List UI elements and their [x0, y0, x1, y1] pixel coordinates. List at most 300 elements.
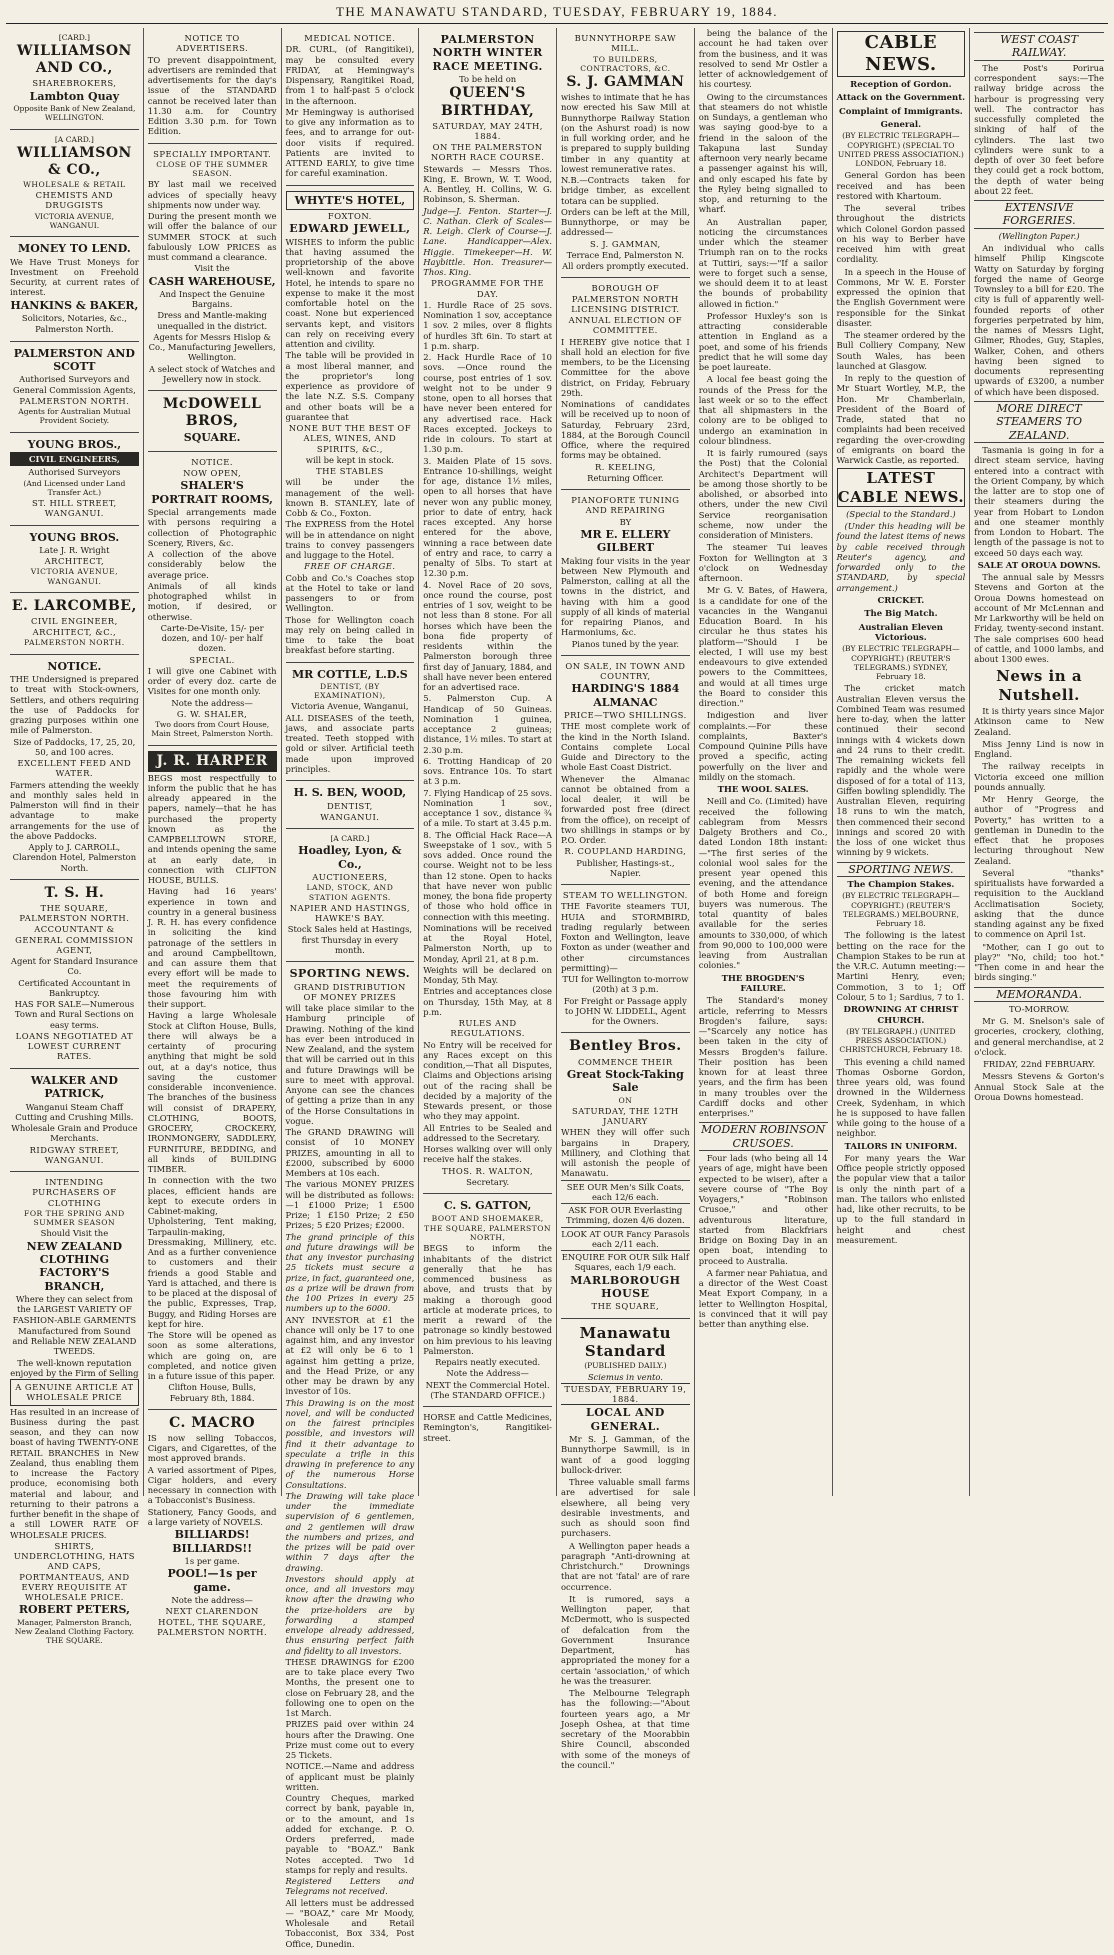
ad-sub: COMMENCE THEIR — [578, 1056, 673, 1067]
ad-body: DR. CURL, (of Rangitikei), may be consulted every FRIDAY, at Hemingway's Dispensary, Rangitikei Road, from 1 to half-past 5 o'clock in the afternoon. — [285, 44, 415, 106]
cable-sub-4: General. — [880, 119, 922, 130]
news-para-4: Professor Huxley's son is attracting considerable attention in England as a poet, and some of his friends predict that he will some day be poet laureate. — [698, 310, 828, 372]
ad-body-2: Mr Hemingway is authorised to give any information as to fees, and to arrange for out-door visits if required. Patients are invited to ATTEND EARLY, to give time for careful examination. — [285, 106, 415, 179]
firm-role: CIVIL ENGINEER, — [30, 615, 118, 626]
local-para-2: Three valuable small farms are advertised for sale elsewhere, all being very desirable investments, and such as should soon find purchasers. — [561, 1477, 690, 1539]
visit-line: Visit the — [194, 263, 230, 274]
special-line: (Special to the Standard.) — [846, 508, 956, 519]
cable-para-2: The several tribes throughout the districts which Colonel Gordon passed on his way to Berber have received him with great cordiality. — [836, 203, 966, 265]
farmer-para: A farmer near Pahiatua, and a director of the West Coast Meat Export Company, in a letter to Wellington Hospital, is convinced that it will pay better than anything else. — [698, 1267, 828, 1330]
licensing-notice — [561, 278, 690, 490]
paddocks-notice — [10, 655, 139, 880]
ad-body-13: Registered Letters and Telegrams not received. — [285, 1876, 415, 1897]
rules-heading: RULES AND REGULATIONS. — [450, 1018, 525, 1039]
money-to-lend-ad — [10, 237, 139, 341]
town: FOXTON. — [327, 210, 372, 221]
address: RIDGWAY STREET, WANGANUI. — [29, 1144, 120, 1165]
ad-body-4: In connection with the two places, efficient hands are kept to execute orders in Cabinet-making, Upholstering, Tent making, Tarpaulin-making, Dressmaking, Millinery, etc. And as a further convenience to customers and their friends a good Stable and Yard is attached, and there is to be placed at the disposal of the public, Expresses, Trap, Buggy, and Riding Horses are kept for hire. — [147, 1175, 277, 1329]
address: Opposite Bank of New Zealand, WELLINGTON. — [13, 104, 136, 123]
firm-name: YOUNG BROS., — [27, 437, 122, 451]
telegraph-line: (BY ELECTRIC TELEGRAPH—COPYRIGHT.) (SPECIAL TO UNITED PRESS ASSOCIATION.) LONDON, February 18. — [837, 131, 964, 169]
address-2: NEXT the Commercial Hotel. (The STANDARD OFFICE.) — [425, 1379, 550, 1400]
firm-role: ACCOUNTANT & GENERAL COMMISSION AGENT, — [15, 924, 134, 955]
oroua-heading: SALE AT OROUA DOWNS. — [977, 560, 1101, 571]
paper-daily: (PUBLISHED DAILY.) — [584, 1361, 667, 1371]
nutshell-para-4: Mr Henry George, the author of "Progress and Poverty," has written to a gentleman in Dunedin to the effect that he proposes lecturing throughout New Zealand. — [974, 794, 1104, 866]
firm-name: Hoadley, Lyon, & Co., — [298, 844, 402, 871]
nutshell-para-6: "Mother, can I go out to play?" "No, child; too hot." "Then come in and hear the birds singing." — [974, 941, 1104, 983]
sale-line: HAS FOR SALE—Numerous Town and Rural Sections on easy terms. — [14, 999, 135, 1030]
race-4: 4. Novel Race of 20 sovs, once round the course, post entries of 1 sov, weight to be not less than 8 stone. For all horses which have been the bona fide property of residents within the Palmerston borough three first day of January, 1884, and shall have never been entered for an advertised race. — [423, 579, 552, 693]
late-name: Late J. R. Wright — [39, 544, 110, 555]
ad-sub: FOR THE SPRING AND SUMMER SEASON — [24, 1208, 125, 1228]
ad-title: STEAM TO WELLINGTON. — [562, 890, 688, 901]
column-5 — [557, 28, 695, 1770]
nominations: Nominations will be received at the Royal Hotel, Palmerston North, up to Monday, April 21, at 8 p.m. — [423, 922, 552, 964]
local-para-5: The Melbourne Telegraph has the following:—"About fourteen years ago, a Mr Joseph Oshea, at that time secretary of the Moorabbin Shire Council, absconded with some of the moneys of the council." — [561, 1688, 690, 1770]
signature: G. W. SHALER, — [176, 708, 248, 719]
signature: R. KEELING, — [594, 461, 656, 472]
news-para-3: An Australian paper, noticing the circumstances under which the steamer Triumph ran on to the rocks at Tuttiri, says:—"If a sailor were to forget such a sense, we should deem it to at least the bounds of probability allowed in fiction." — [698, 216, 828, 309]
cable-sub-1: Reception of Gordon. — [850, 79, 952, 90]
firm-name: Bentley Bros. — [569, 1038, 682, 1055]
card-tag: [CARD.] — [58, 33, 90, 42]
column-4 — [419, 28, 557, 1496]
ad-body-2: Having had 16 years' experience in town and country in a general business J. R. H. has every confidence in soliciting the kind patronage of the settlers in and around Campbelltown, and can assure them that every effort will be made to meet the requirements of those favouring him with their support. — [147, 886, 277, 1010]
race-3: 3. Maiden Plate of 15 sovs. Entrance 10-shillings, weight for age, distance 1½ miles, open to all horses that have never won any public money, prior to date of entry, hack races excepted. Any horse entered for the above, winning a race between date of entry and race, to carry a penalty of 5lbs. To start at 12.30 p.m. — [423, 455, 552, 579]
card-tag: [A CARD.] — [54, 134, 94, 144]
whytes-hotel-ad — [286, 186, 415, 663]
entries: Entries and acceptances close on Thursday, 15th May, at 8 p.m. — [423, 986, 552, 1017]
tailors-heading: TAILORS IN UNIFORM. — [844, 1141, 958, 1152]
ad-body-2: Nominations of candidates will be received up to noon of Saturday, February 23rd, 1884, at the Borough Council Office, where the required forms may be obtained. — [561, 399, 690, 461]
ad-body-10: PRIZES paid over within 24 hours after the Drawing. One Prize must come out to every 25 Tickets. — [285, 1719, 415, 1761]
hoadley-lyon-ad — [286, 829, 415, 962]
address: Two doors from Court House, Main Street, Palmerston North. — [151, 720, 274, 739]
cable-sub-3: Complaint of Immigrants. — [839, 106, 963, 117]
ad-body-14: All letters must be addressed— "BOAZ," care Mr Moody, Wholesale and Retail Tobacconist, Box 334, Post Office, Dunedin. — [285, 1897, 415, 1949]
drowning-para: This evening a child named Thomas Osborne Gordon, three years old, was found drowned in the Wilderness Creek, Sydenham, in which he is supposed to have fallen while going to the house of a neighbor. — [836, 1056, 966, 1139]
railway-para: The Post's Porirua correspondent says:—The railway bridge across the harbour is progressing very well. The contractor has successfully completed the sinking of half of the cylinders. The last two cylinders were sunk to a depth of over 30 feet before they could get a rock bottom, the depth of water being about 22 feet. — [974, 62, 1104, 196]
clothing-factory-ad — [10, 1172, 139, 1652]
note-line: Note the Address— — [446, 1368, 529, 1379]
tsh-accountant-ad — [10, 880, 139, 1069]
firm-role: WHOLESALE & RETAIL — [23, 179, 126, 189]
held-line: To be held on — [459, 74, 517, 85]
address: SQUARE. — [183, 431, 241, 445]
ad-body-7: The Drawing will take place under the immediate supervision of 6 gentlemen, and 2 gentlemen will draw the numbers and prizes, and the prizes will be paid over within 7 days after the drawing. — [285, 1490, 415, 1573]
column-7 — [833, 28, 971, 1496]
ad-body: THE Favorite steamers TUI, HUIA and STORMBIRD, trading regularly between Foxton and Wellington, leave Foxton as under (weather and other circumstances permitting)— — [561, 901, 690, 973]
ad-body: WISHES to inform the public that having assumed the proprietorship of the above well-known and favorite Hotel, he intends to spare no expense to make it the most comfortable hotel on the coast. None but experienced servants kept, and visitors can rely on receiving every attention and civility. — [285, 236, 415, 350]
race-8: 8. The Official Hack Race—A Sweepstake of 1 sov., with 5 sovs added. Once round the course. Weight not to be less than 12 stone. Open to hacks that have never won public money, the bona fide property of those who hold office in connection with this meeting. — [423, 829, 552, 922]
firm-name: T. S. H. — [44, 884, 105, 901]
address: NAPIER AND HASTINGS, HAWKE'S BAY. — [289, 902, 410, 924]
ad-body: WHEN they will offer such bargains in Drapery, Millinery, and Clothing that will astonish the people of Manawatu. — [561, 1127, 690, 1179]
walker-patrick-ad — [10, 1069, 139, 1172]
ad-body-5: The Store will be opened as soon as some alterations, which are going on, are completed, and notice given in a future issue of this paper. — [147, 1330, 277, 1382]
local-para-4: It is rumored, says a Wellington paper, that McDermott, who is suspected of defalcation from the Government Insurance Department, has appropriated the money for a certain 'association,' of which he was the treasurer. — [561, 1593, 690, 1686]
ad-sub: CLOSE OF THE SUMMER SEASON. — [156, 159, 268, 178]
ad-body: BEGS to inform the inhabitants of the district generally that he has commenced business as above, and trusts that by making a thorough good article at moderate prices, to merit a reward of the patronage so kindly bestowed on him previous to his leaving Palmerston. — [423, 1243, 552, 1356]
cash-warehouse-ad — [148, 144, 277, 392]
sale-name: Great Stock-Taking Sale — [566, 1067, 684, 1095]
stables-body: will be under the management of the well-known B. STANLEY, late of Cobb & Co., Foxton. — [285, 477, 415, 519]
note-line: Note the address— — [171, 697, 253, 708]
game-price: 1s per game. — [184, 1556, 240, 1566]
wool-para: Neill and Co. (Limited) have received the following cablegram from Messrs Dalgety Brothers and Co., dated London 18th instant:—"The first series of the colonial wool sales for the present year opened this evening, and the attendance of both Home and foreign buyers was numerous. The total quantity of bales available for the series amounts to 330,000, of which from 90,000 to 100,000 were leaving from Australian colonies." — [698, 796, 828, 971]
ad-body-2: A varied assortment of Pipes, Cigar holders, and every necessary in connection with a Tobacconist's Business. — [147, 1464, 277, 1506]
signature-role: Secretary. — [466, 1176, 510, 1187]
ad-title: ON SALE, IN TOWN AND COUNTRY, — [565, 660, 686, 682]
news-para-2: Owing to the circumstances that steamers do not whistle on Sundays, a gentleman who was saying good-bye to a friend in the saloon of the Takapuna last Sunday afternoon very nearly became a passenger against his will, and only escaped his fate by the Ryley being signalled to stop, and returning to the wharf. — [698, 91, 828, 215]
stables-title: THE STABLES — [316, 466, 384, 477]
tailors-para: For many years the War Office people strictly opposed the popular view that a tailor is only the ninth part of a man. The tailors who enlisted had, like other recruits, to be up to the full standard in height and chest measurement. — [836, 1152, 966, 1245]
race-5: 5. Palmerston Cup. A Handicap of 50 Guineas. Nomination 1 guinea, acceptance 2 guineas; distance, 1½ miles. To start at 2.30 p.m. — [423, 693, 552, 755]
medical-notice — [286, 28, 415, 186]
agent-line: Agent for Standard Insurance Co. — [10, 956, 138, 977]
ad-title: NOTICE. — [47, 659, 102, 673]
agents-line: Agents for Messrs Hislop & Co., Manufacturing Jewellers, Wellington. — [148, 331, 276, 363]
bentley-bros-ad — [561, 1033, 690, 1318]
ad-body: Stock Sales held at Hastings, first Thursday in every month. — [287, 924, 413, 955]
race-2: 2. Hack Hurdle Race of 10 sovs. —Once round the course, post entries of 1 sov. weight not to be under 9 stone, open to all horses that have never been entered for any advertised race. Hack Races excepted. Jockeys to ride in colours. To start at 1.30 p.m. — [423, 352, 552, 455]
manager-name: ROBERT PETERS, — [18, 1603, 130, 1617]
williamson-card — [10, 28, 139, 130]
telegraph-line-3: (BY ELECTRIC TELEGRAPH—COPYRIGHT.) (REUTER'S TELEGRAMS.) MELBOURNE, February 18. — [842, 891, 960, 929]
ad-body-3: Animals of all kinds photographed whilst in motion, if desired, or otherwise. — [147, 580, 277, 622]
house-name: MARLBOROUGH HOUSE — [570, 1273, 681, 1300]
race-1: 1. Hurdle Race of 25 sovs. Nomination 1 sov, acceptance 1 sov. 2 miles, over 8 flights of hurdles 3ft 6in. To start at 1 p.m. sharp. — [423, 299, 552, 351]
firm-name: MR E. ELLERY GILBERT — [580, 527, 671, 555]
ad-body-2: Farmers attending the weekly and monthly sales held in Palmerston will find in their advantage to make arrangements for the use of the above Paddocks. — [10, 779, 139, 841]
masthead: THE MANAWATU STANDARD, TUESDAY, FEBRUARY 19, 1884. — [6, 4, 1108, 24]
macro-ad — [148, 1410, 277, 1643]
price: PRICE—TWO SHILLINGS. — [563, 710, 687, 721]
firm-name: C. MACRO — [169, 1414, 256, 1431]
signature-role: Returning Officer. — [587, 472, 664, 483]
firm-name: C. S. GATTON, — [443, 1199, 532, 1213]
ad-body-2: During the present month we will offer the balance of our SUMMER STOCK at such fabulously LOW PRICES as must command a clearance. — [147, 211, 277, 262]
paper-date: TUESDAY, FEBRUARY 19, 1884. — [561, 1383, 690, 1406]
firm-name: WILLIAMSON AND CO., — [16, 43, 132, 77]
loans-line: LOANS NEGOTIATED AT LOWEST CURRENT RATES. — [15, 1030, 134, 1062]
steamers-heading: MORE DIRECT STEAMERS TO ZEALAND. — [974, 401, 1104, 443]
bunnythorpe-mill-ad — [561, 28, 690, 278]
ad-body-3: NONE BUT THE BEST OF ALES, WINES, AND SPIRITS, &C., — [288, 423, 412, 454]
memo-item-2: Messrs Stevens & Gorton's Annual Stock Sale at the Oroua Downs homestead. — [974, 1071, 1104, 1102]
local-heading: LOCAL AND GENERAL. — [585, 1406, 665, 1433]
ad-body: wishes to intimate that he has now erected his Saw Mill at Bunnythorpe Railway Station (on the Ashurst road) is now in full working order, and he is prepared to supply building timber in any quantity at lowest remunerative rates. — [561, 92, 690, 174]
ad-title: SPORTING NEWS. — [289, 967, 411, 981]
cottle-dentist-ad — [286, 663, 415, 782]
forgeries-heading: EXTENSIVE FORGERIES. — [974, 200, 1104, 229]
ad-sub: NOW OPEN, — [183, 467, 242, 478]
local-para-1: Mr S. J. Gamman, of the Bunnythorpe Sawmill, is in want of a good logging bullock-driver. — [561, 1434, 690, 1475]
ad-title: NOTICE TO ADVERTISERS. — [176, 33, 249, 54]
firm-role: BOOT AND SHOEMAKER, — [431, 1213, 544, 1223]
ad-body-3: And Inspect the Genuine Bargains. — [159, 288, 265, 310]
ad-body-2: A collection of the above considerably below the average price. — [147, 549, 277, 580]
shaler-portrait-ad — [148, 452, 277, 746]
young-bros-engineers-ad — [10, 433, 139, 526]
drowning-heading: DROWNING AT CHRIST CHURCH. — [843, 1005, 959, 1026]
firm-name: WALKER AND PATRICK, — [30, 1073, 118, 1101]
betting-para: The following is the latest betting on the race for the Champion Stakes to be run at the V.R.C. Autumn meeting:—Martini Henry, even; Commotion, 3 to 1; Off Colour, 5 to 1; Sardius, 7 to 1. — [836, 930, 966, 1002]
enquire-line: ENQUIRE FOR OUR Silk Half Squares, each 1/9 each. — [561, 1252, 689, 1273]
firm-role-2: ARCHITECT, &C., — [32, 627, 117, 638]
news-para-8: Mr G. V. Bates, of Hawera, is a candidate for one of the vacancies in the Wanganui Education Board. In his circular he thus states his platform—"Should I be elected, I will use my best endeavours to give extended powers to the Committees, and would at all times urge the Board to consider this direction." — [698, 585, 828, 708]
address: PALMERSTON NORTH. — [24, 638, 125, 648]
ad-body: TO prevent disappointment, advertisers are reminded that advertisements for the day's issue of the STANDARD cannot be received later than 11.30 a.m. for Country Edition 3.30 p.m. for Town Edition. — [147, 54, 277, 137]
race-6: 6. Trotting Handicap of 20 sovs. Entrance 10s. To start at 3 p.m. — [423, 755, 552, 787]
stables-body-4: Those for Wellington coach may rely on being called in time to take the boat breakfast before starting. — [285, 614, 415, 656]
nutshell-para-2: Miss Jenny Lind is now in England. — [974, 738, 1104, 760]
benwood-dentist-ad — [286, 781, 415, 829]
paper-name: Manawatu Standard — [579, 1323, 672, 1360]
paper-motto: Sciemus in vento. — [587, 1371, 663, 1382]
heading-note: (Under this heading will be found the latest items of news by cable received through Reuter's agency, and forwarded only to the STANDARD, by special arrangement.) — [836, 521, 966, 593]
brogden-para: The Standard's money article, referring to Messrs Brogden's failure, says:—"Scarcely any notice has been taken in the city of Messrs Brogden's failure. Their position has been known for at least three years, and the firm has been in many troubles over the Cardiff docks and other enterprises." — [698, 995, 828, 1119]
larcombe-ad — [10, 593, 139, 655]
on-line: ON — [618, 1095, 633, 1105]
freight-line: For Freight or Passage apply to JOHN W. LIDDELL, Agent for the Owners. — [563, 995, 687, 1027]
cable-para-1: General Gordon has been received and has been restored with Khartoum. — [836, 170, 966, 201]
firm-line: (And Licensed under Land Transfer Act.) — [23, 478, 126, 497]
nutshell-para-3: The railway receipts in Victoria exceed one million pounds annually. — [974, 761, 1104, 792]
ad-body-2: The GRAND DRAWING will consist of 10 MONEY PRIZES, amounting in all to £2000, subscribed by 6000 Members at 10s each. — [285, 1127, 415, 1179]
ad-body: ALL DISEASES of the teeth, jaws, and associate parts treated. Teeth stopped with gold or silver. Artificial teeth made upon improved principles. — [285, 712, 415, 774]
apply-line: Apply to J. CARROLL, Clarendon Hotel, Palmerston North. — [12, 842, 137, 873]
match-heading: The Big Match. — [864, 609, 938, 620]
nutshell-para-1: It is thirty years since Major Atkinson came to New Zealand. — [974, 706, 1104, 737]
ad-body-3: Having a large Wholesale Stock at Clifton House, Bulls, there will always be a certainty of procuring anything that might be sold out, at a day's notice, thus saving the customer considerable inconvenience. The branches of the business will consist of DRAPERY, CLOTHING, BOOTS, GROCERY, CROCKERY, IRONMONGERY, SADDLERY, FURNITURE, BEDDING, and all kinds of BUILDING TIMBER. — [147, 1010, 277, 1175]
horse-medicine-ad — [423, 1407, 552, 1449]
ad-body: Making four visits in the year between New Plymouth and Palmerston, calling at all the towns in the district, and having with him a good supply of all kinds of material for repairing Pianos, and Harmoniums, &c. — [561, 555, 690, 638]
cable-para-4: The steamer ordered by the Bull Colliery Company, New South Wales, has been launched at Glasgow. — [836, 330, 966, 371]
ad-title: PALMERSTON NORTH WINTER RACE MEETING. — [432, 33, 543, 73]
piano-tuning-ad — [561, 490, 690, 656]
firm-role: Authorised Surveyors and General Commission Agents, — [12, 374, 136, 395]
firm-role-2: LAND, STOCK, AND STATION AGENTS. — [306, 883, 394, 902]
news-para-6: It is fairly rumoured (says the Post) that the Colonial Architect's Department will be among those shortly to be abolished, or absorbed into others, under the new Civil Service reorganisation scheme, now under the consideration of Ministers. — [698, 448, 828, 540]
race-date: SATURDAY, MAY 24TH, 1884. — [432, 120, 543, 141]
ad-title: NOTICE. — [191, 456, 234, 467]
ad-body: Where they can select from the LARGEST VARIETY OF FASHION-ABLE GARMENTS — [12, 1294, 137, 1325]
agents: Agents for Australian Mutual Provident Society. — [18, 407, 131, 426]
memo-item-1: Mr G. M. Snelson's sale of groceries, crockery, clothing, and general merchandise, at 2 o'clock. — [974, 1016, 1105, 1057]
race-meeting-ad — [423, 28, 552, 1194]
town: WANGANUI. — [320, 811, 380, 822]
crusoe-para: Four lads (who being all 14 years of age, might have been expected to be wiser), after a severe course of "The Boy Voyagers," "Robinson Crusoe," and other adventurous literature, started from Blackfriars Bridge on Boxing Day in an open boat, intending to proceed to Australia. — [698, 1153, 828, 1266]
signature: R. COUPLAND HARDING, — [564, 846, 687, 857]
town: PALMERSTON NORTH. — [19, 395, 130, 406]
ad-sub: ANNUAL ELECTION OF COMMITTEE. — [568, 315, 683, 336]
firm-role: SHAREBROKERS, — [32, 78, 117, 89]
harper-ad — [148, 746, 277, 1410]
firm-name: E. LARCOMBE, — [11, 597, 137, 614]
ad-body-6: This Drawing is on the most novel, and will be conducted on the fairest principles possible, and investors will find it their advantage to speculate a trifle in this drawing in preference to any of the numerous Horse Consultations. — [285, 1397, 415, 1490]
repairs-line: Repairs neatly executed. — [435, 1357, 541, 1368]
memoranda-heading: MEMORANDA. — [974, 987, 1104, 1002]
address: THE SQUARE, PALMERSTON NORTH, — [424, 1223, 552, 1243]
firm-role-2: Authorised Surveyors — [28, 467, 121, 478]
race-7: 7. Flying Handicap of 25 sovs. Nomination 1 sov., acceptance 1 sov., distance ¾ of a mile. To start at 3.45 p.m. — [423, 787, 552, 829]
firm-trade: CHEMISTS AND DRUGGISTS — [35, 190, 114, 211]
cricket-para: The cricket match Australian Eleven versus the Combined Team was resumed here to-day, when the latter continued their second innings with 4 wickets down and 24 runs to their credit. The remaining wickets fell rapidly and the whole were disposed of for a total of 113, Giffen bowling splendidly. The Australian Eleven, requiring 18 runs to win the match, then commenced their second innings and scored 20 with the loss of one wicket thus winning by 9 wickets. — [836, 683, 966, 858]
stewards: Stewards — Messrs Thos. King, E. Brown, W. T. Wood, A. Bentley, H. Collins, W. G. Robinson, S. Sherman. — [423, 163, 552, 205]
tuned-line: Pianos tuned by the year. — [571, 638, 680, 649]
genuine-line: A GENUINE ARTICLE AT WHOLESALE PRICE — [10, 1379, 139, 1406]
ad-body: BEGS most respectfully to inform the public that he has already appeared in the papers, namely—that he has purchased the property known as the CAMPBELLTOWN STORE, and intends opening the same at an early date, in connection with CLIFTON HOUSE, BULLS. — [147, 772, 277, 886]
signature-role: Publisher, Hastings-st., Napier. — [576, 857, 675, 878]
ad-body-2: Wholesale Grain and Produce Merchants. — [11, 1123, 138, 1144]
ad-title: MONEY TO LEND. — [18, 242, 131, 256]
memo-day-2: FRIDAY, 22nd FEBRUARY. — [983, 1059, 1096, 1070]
note-line: Note the address— — [171, 1595, 253, 1606]
select-line: A select stock of Watches and Jewellery now in stock. — [149, 363, 276, 384]
forgeries-para: An individual who calls himself Philip Kingscote Watty on Saturday by forging forged the name of George Townsley to a bill for £20. The city is full of apparently well-founded reports of other forgeries perpetrated by him, the names of Messrs Light, Gilmer, Rhodes, Guy, Staples, Walker, Cohen, and others having been signed to documents representing upwards of £3200, a number of which have been disposed. — [974, 243, 1104, 397]
ad-title: SPECIALLY IMPORTANT. — [153, 148, 272, 159]
steamers-para: Tasmania is going in for a direct steam service, having entered into a contract with the Orient Company, by which the latter are to stop one of their steamers during the year from Hobart to London and one steamer monthly from London to Hobart. The length of the passage is not to exceed 50 days each way. — [974, 445, 1104, 558]
ad-title: BOROUGH OF PALMERSTON NORTH LICENSING DISTRICT. — [571, 283, 680, 314]
ad-body-5: ANY INVESTOR at £1 the chance will only be 17 to one against him, and any investor at £2 will only be 6 to 1 against him getting a prize, and the Head Prize, or any other may be drawn by any investor of 10s. — [285, 1314, 415, 1397]
local-para-3: A Wellington paper heads a paragraph "Anti-drowning at Christchurch." Drownings that are not 'fatal' are of rare occurrence. — [561, 1540, 690, 1592]
ad-body-2: Manufactured from Sound and Reliable NEW ZEALAND TWEEDS. — [12, 1325, 137, 1357]
address: VICTORIA AVENUE, WANGANUI. — [34, 211, 115, 230]
ad-body: IS now selling Tobaccos, Cigars, and Cigarettes, of the most approved brands. — [147, 1432, 277, 1464]
rules-3: Horses walking over will only receive half the stakes. — [423, 1144, 552, 1165]
rules-1: No Entry will be received for any Races except on this condition,—That all Disputes, Claims and Objections arising out of the racing shall be decided by a majority of the Stewards present, or those who they may appoint. — [423, 1039, 552, 1122]
address: THE SQUARE, — [591, 1301, 660, 1312]
ad-body: Wanganui Steam Chaff Cutting and Crushing Mills. — [15, 1101, 134, 1122]
ad-body-2: Orders can be left at the Mill, Bunnythorpe, or may be addressed— — [561, 206, 690, 238]
see-line: SEE OUR Men's Silk Coats, each 12/6 each. — [566, 1181, 685, 1202]
ad-body: BY last mail we received advices of specially heavy shipments now under way. — [147, 179, 277, 210]
ad-sub: GRAND DISTRIBUTION OF MONEY PRIZES — [293, 981, 406, 1002]
firm-name: WILLIAMSON & CO., — [16, 144, 132, 178]
ad-title: MEDICAL NOTICE. — [304, 33, 396, 43]
local-news — [561, 1434, 690, 1770]
by-line: BY — [619, 516, 632, 527]
sale-date: SATURDAY, THE 12TH JANUARY — [572, 1105, 679, 1127]
firm-role: DENTIST, (BY EXAMINATION), — [314, 681, 386, 701]
shirts-line: SHIRTS, UNDERCLOTHING, HATS AND CAPS, PORTMANTEAUS, AND EVERY REQUISITE AT WHOLESALE PRICE. — [13, 1540, 136, 1603]
ad-title: BUNNYTHORPE SAW MILL. — [574, 33, 677, 54]
ad-body-4: Has resulted in an increase of Business during the past season, and they can now boast of having TWENTY-ONE RETAIL BRANCHES in New Zealand, thus enabling them to increase the Factory produce, economising both material and labour, and returning to their patrons a further benefit in the shape of a still LOWER RATE OF WHOLESALE PRICES. — [10, 1406, 139, 1540]
firm-name: MR COTTLE, L.D.S — [292, 667, 408, 681]
weights: Weights will be declared on Monday, 5th May. — [423, 964, 552, 986]
ad-body: We Have Trust Moneys for Investment on Freehold Security, at current rates of interest. — [10, 256, 139, 298]
column-2 — [144, 28, 282, 1637]
ad-body-12: Country Cheques, marked correct by bank, payable in, or to the amount, and 1s added for exchange. P. O. Orders preferred, made payable to "BOAZ." Bank Notes accepted. Two 1d stamps for reply and results. — [285, 1793, 415, 1875]
ad-body-4: will be kept in stock. — [305, 454, 394, 465]
firm-name: HANKINS & BAKER, — [10, 298, 139, 312]
column-8 — [970, 28, 1108, 1496]
firm-role: ARCHITECT, — [44, 556, 105, 567]
firm-name: NEW ZEALAND CLOTHING FACTORY'S BRANCH, — [26, 1239, 123, 1293]
news-para-9: Indigestion and liver complaints.—For these complaints, Baxter's Compound Quinine Pills have proved a specific, acting powerfully on the liver and mildly on the stomach. — [698, 710, 828, 782]
address: THE SQUARE, PALMERSTON NORTH. — [19, 902, 130, 924]
steam-wellington-ad — [561, 885, 690, 1033]
special-heading: SPECIAL. — [189, 654, 235, 665]
cable-para-3: In a speech in the House of Commons, Mr W. E. Forster expressed the opinion that the English Government were responsible for the Sinkat disaster. — [836, 266, 966, 328]
address: Terrace End, Palmerston N. — [566, 249, 685, 260]
news-para-7: The steamer Tui leaves Foxton for Wellington at 3 o'clock on Wednesday afternoon. — [698, 542, 828, 583]
orders-line: All orders promptly executed. — [562, 261, 689, 272]
ad-body-3: The various MONEY PRIZES will be distributed as follows:—1 £1000 Prize; 1 £500 Prize; 1 £150 Prize; 2 £50 Prizes; 5 £20 Prizes; £2000. — [285, 1179, 415, 1231]
free-line: FREE OF CHARGE. — [304, 561, 396, 572]
billiards-line: BILLIARDS! BILLIARDS!! — [172, 1528, 253, 1555]
young-bros-architect-ad — [10, 526, 139, 593]
column-1 — [6, 28, 144, 1646]
manager-role: Manager, Palmerston Branch, New Zealand Clothing Factory. THE SQUARE. — [14, 1617, 135, 1646]
column-6 — [695, 28, 833, 1496]
stakes-heading: The Champion Stakes. — [847, 880, 955, 891]
stables-body-3: Cobb and Co.'s Coaches stop at the Hotel to take or land passengers to or from Wellington. — [285, 572, 415, 614]
cable-news-heading: CABLE NEWS. — [837, 31, 966, 77]
nb-line: N.B.—Contracts taken for bridge timber, as excellent totara can be supplied. — [561, 175, 690, 206]
firm-name: H. S. BEN, WOOD, — [293, 786, 407, 800]
news-para-1: being the balance of the account he had taken over from the business, and it was resolved to send Mr Ostler a letter of acknowledgement of his courtesy. — [698, 28, 828, 90]
ad-body-3: Stationery, Fancy Goods, and a large variety of NOVELS. — [147, 1506, 277, 1527]
card-tag: [A CARD.] — [330, 834, 370, 844]
firm-name: PALMERSTON AND SCOTT — [13, 346, 135, 373]
latest-cable-heading: LATEST CABLE NEWS. — [837, 469, 965, 506]
cricket-heading: CRICKET. — [877, 595, 925, 606]
palmerston-scott-ad — [10, 342, 139, 433]
ad-body: Special arrangements made with persons requiring a collection of Photographic Scenery, Rivers, &c. — [147, 507, 277, 548]
railway-heading: WEST COAST RAILWAY. — [974, 32, 1104, 61]
address: Palmerston North. — [35, 324, 114, 335]
oroua-para: The annual sale by Messrs Stevens and Gorton at the Oroua Downs homestead on account of Mr McLennan and Mr Larkworthy will be held on Friday, twenty-second instant. The sale comprises 600 head of cattle, and 1000 lambs, and about 1300 ewes. — [974, 572, 1104, 665]
ad-body: I HEREBY give notice that I shall hold an election for five members, to be the Licensing Committee for the above district, on Friday, February 29th. — [561, 336, 690, 398]
firm-role: DENTIST, — [326, 800, 373, 811]
almanac-ad — [561, 656, 690, 885]
telegraph-line-4: (BY TELEGRAPH.) (UNITED PRESS ASSOCIATION.) CHRISTCHURCH, February 18. — [839, 1026, 963, 1055]
ad-title: PIANOFORTE TUNING AND REPAIRING — [571, 495, 680, 516]
ad-body-11: NOTICE.—Name and address of applicant must be plainly written. — [285, 1761, 415, 1792]
cable-para-5: In reply to the question of Mr Stuart Wortley, M.P., the Hon. Mr Chamberlain, President of the Board of Trade, stated that no complaints had been received regarding the over-crowding of emigrants on board the Warwick Castle, as reported. — [836, 373, 966, 466]
advertisers-notice — [148, 28, 277, 144]
firm-name: McDOWELL BROS, — [162, 396, 262, 430]
cert-line: Certificated Accountant in Bankruptcy. — [18, 977, 131, 998]
memo-day-1: TO-MORROW. — [1008, 1003, 1070, 1014]
firm-role: Solicitors, Notaries, &c., — [21, 313, 127, 324]
pool-line: POOL!—1s per game. — [167, 1567, 257, 1594]
programme-heading: PROGRAMME FOR THE DAY. — [431, 278, 545, 299]
ad-body: HORSE and Cattle Medicines, Remington's, Rangitikei-street. — [423, 1412, 552, 1443]
race-day: QUEEN'S BIRTHDAY, — [440, 85, 535, 119]
race-place: ON THE PALMERSTON NORTH RACE COURSE. — [430, 142, 545, 163]
crusoe-heading: MODERN ROBINSON CRUSOES. — [699, 1122, 828, 1151]
columns — [6, 28, 1108, 1949]
address: ST. HILL STREET, WANGANUI. — [32, 498, 117, 519]
wool-heading: THE WOOL SALES. — [717, 785, 809, 795]
address: Victoria Avenue, Wanganui, — [291, 701, 409, 712]
news-para-5: A local fee beast going the rounds of the Press for the last week or so to the effect that all shipmasters in the colony are to be obliged to undergo an examination in colour blindness. — [698, 374, 828, 446]
street: Lambton Quay — [29, 89, 120, 103]
rules-2: All Entries to be Sealed and addressed to the Secretary. — [423, 1122, 552, 1143]
product-name: HARDING'S 1884 ALMANAC — [571, 682, 680, 709]
stables-body-2: The EXPRESS from the Hotel will be in attendance on night trains to convey passengers and luggage to the Hotel. — [285, 519, 415, 561]
victor-heading: Australian Eleven Victorious. — [858, 622, 943, 644]
ad-body-2: The table will be provided in a most liberal manner, and the proprietor's long experience as providore of the late N.Z. S.S. Company and other boats will be a guarantee that — [285, 350, 415, 422]
look-line: LOOK AT OUR Fancy Parasols each 2/11 each. — [561, 1228, 690, 1249]
gatton-ad — [423, 1194, 552, 1407]
ad-body-3: The well-known reputation enjoyed by the Firm of Selling — [10, 1357, 139, 1378]
firm-name: J. R. HARPER — [148, 751, 277, 772]
